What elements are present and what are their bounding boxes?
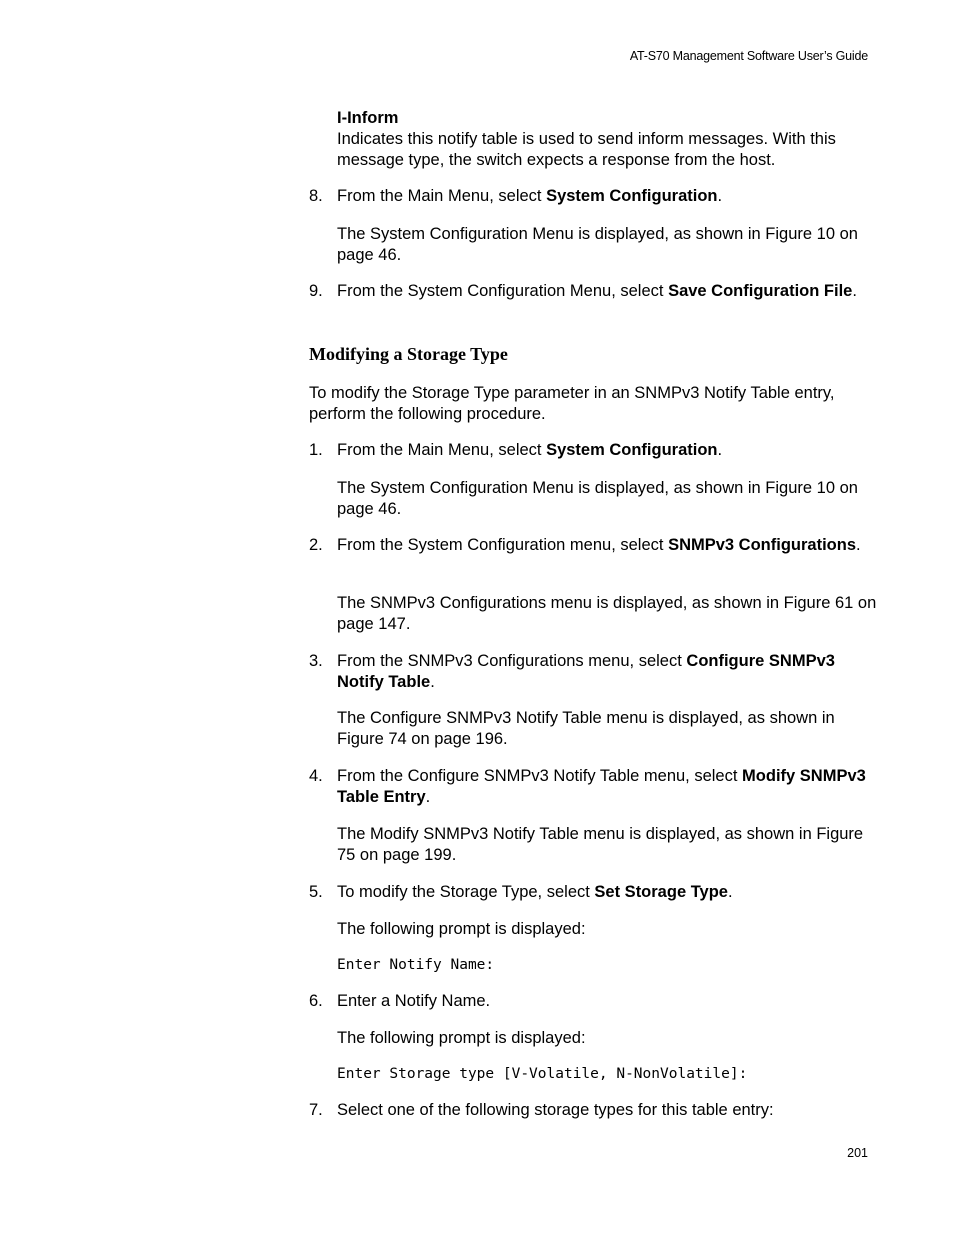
step-instruction: From the SNMPv3 Configurations menu, select Configure SNMPv3 Notify Table. [337,652,835,691]
step-number: 7. [309,1101,323,1119]
step-instruction: Enter a Notify Name. [337,992,491,1010]
step-number: 6. [309,992,323,1010]
step-result: The following prompt is displayed: [337,920,586,938]
code-prompt: Enter Storage type [V-Volatile, N-NonVolatile]: [337,1066,748,1082]
code-prompt: Enter Notify Name: [337,957,495,973]
step-result: The System Configuration Menu is displayed, as shown in Figure 10 on page 46. [337,479,858,518]
definition-term: I-Inform [337,109,399,127]
step-number: 9. [309,282,323,300]
step-result: The System Configuration Menu is displayed, as shown in Figure 10 on page 46. [337,225,858,264]
section-intro: To modify the Storage Type parameter in an SNMPv3 Notify Table entry, perform the following procedure. [309,384,835,423]
step-result: The Modify SNMPv3 Notify Table menu is displayed, as shown in Figure 75 on page 199. [337,825,864,864]
step-number: 2. [309,536,323,554]
step-number: 3. [309,652,323,670]
section-heading: Modifying a Storage Type [309,344,508,364]
step-instruction: From the Main Menu, select System Configuration. [337,441,723,459]
step-number: 5. [309,883,323,901]
page-number: 201 [847,1146,868,1160]
step-instruction: From the Main Menu, select System Configuration. [337,187,723,205]
step-result: The following prompt is displayed: [337,1029,586,1047]
definition-description: Indicates this notify table is used to send inform messages. With this message type, the switch expects a response from the host. [337,130,836,169]
step-instruction: From the Configure SNMPv3 Notify Table menu, select Modify SNMPv3 Table Entry. [337,767,866,806]
step-number: 8. [309,187,323,205]
step-result: The SNMPv3 Configurations menu is displayed, as shown in Figure 61 on page 147. [337,594,877,633]
step-instruction: From the System Configuration Menu, select Save Configuration File. [337,282,857,300]
step-instruction: From the System Configuration menu, select SNMPv3 Configurations. [337,536,861,554]
step-instruction: Select one of the following storage types for this table entry: [337,1101,774,1119]
step-result: The Configure SNMPv3 Notify Table menu is displayed, as shown in Figure 74 on page 196. [337,709,835,748]
step-instruction: To modify the Storage Type, select Set Storage Type. [337,883,733,901]
step-number: 1. [309,441,323,459]
running-header: AT-S70 Management Software User’s Guide [629,49,868,63]
step-number: 4. [309,767,323,785]
